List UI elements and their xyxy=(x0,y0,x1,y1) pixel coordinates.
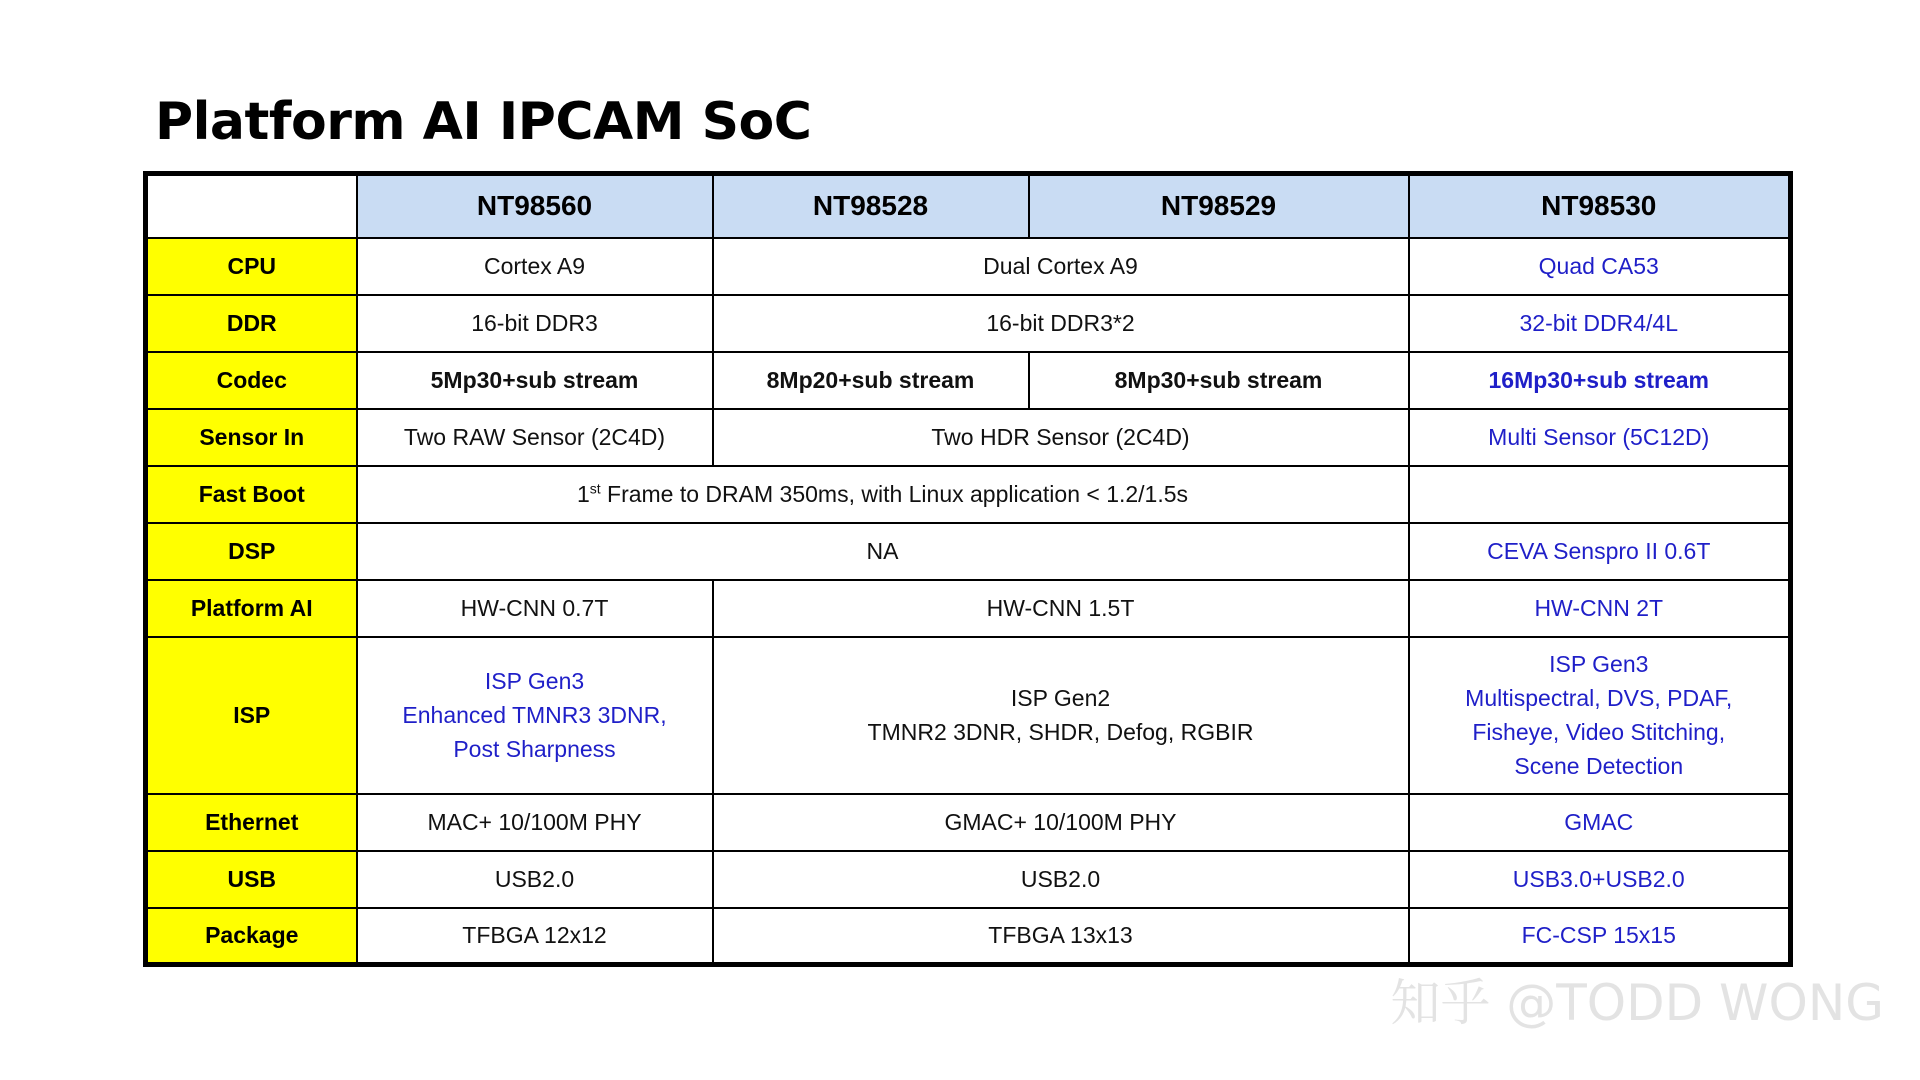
row-label-ddr: DDR xyxy=(146,295,357,352)
row-label-ethernet: Ethernet xyxy=(146,794,357,851)
isp-nt98560-line: Post Sharpness xyxy=(453,736,616,762)
package-nt98530: FC-CSP 15x15 xyxy=(1409,908,1791,965)
cpu-nt98530: Quad CA53 xyxy=(1409,238,1791,295)
ethernet-nt98560: MAC+ 10/100M PHY xyxy=(357,794,713,851)
ethernet-nt98530: GMAC xyxy=(1409,794,1791,851)
usb-nt98560: USB2.0 xyxy=(357,851,713,908)
fast-boot-ordinal: 1 xyxy=(576,481,590,507)
ddr-nt98528-29: 16-bit DDR3*2 xyxy=(713,295,1409,352)
usb-nt98528-29: USB2.0 xyxy=(713,851,1409,908)
isp-nt98530-line: ISP Gen3 xyxy=(1549,651,1649,677)
sensor-in-nt98560: Two RAW Sensor (2C4D) xyxy=(357,409,713,466)
isp-nt98528-29 xyxy=(713,637,1409,794)
isp-nt98528-29-line: ISP Gen2 xyxy=(1010,685,1111,711)
watermark: 知乎 @TODD WONG xyxy=(1390,974,1884,1032)
ddr-nt98560: 16-bit DDR3 xyxy=(357,295,713,352)
ethernet-nt98528-29: GMAC+ 10/100M PHY xyxy=(713,794,1409,851)
row-label-fast-boot: Fast Boot xyxy=(146,466,357,523)
table-row-ethernet xyxy=(146,794,1791,851)
fast-boot-nt98560-29 xyxy=(357,466,1409,523)
platform-ai-nt98560: HW-CNN 0.7T xyxy=(357,580,713,637)
table-header-row xyxy=(146,174,1791,238)
table-row-isp xyxy=(146,637,1791,794)
table-row-codec xyxy=(146,352,1791,409)
row-label-sensor-in: Sensor In xyxy=(146,409,357,466)
codec-nt98529: 8Mp30+sub stream xyxy=(1029,352,1409,409)
fast-boot-text: Frame to DRAM 350ms, with Linux application < 1.2/1.5s xyxy=(600,481,1189,507)
row-label-platform-ai: Platform AI xyxy=(146,580,357,637)
package-nt98528-29: TFBGA 13x13 xyxy=(713,908,1409,965)
header-nt98529: NT98529 xyxy=(1029,174,1409,238)
codec-nt98560: 5Mp30+sub stream xyxy=(357,352,713,409)
sensor-in-nt98528-29: Two HDR Sensor (2C4D) xyxy=(713,409,1409,466)
table-row-usb xyxy=(146,851,1791,908)
cpu-nt98560: Cortex A9 xyxy=(357,238,713,295)
codec-nt98530: 16Mp30+sub stream xyxy=(1409,352,1791,409)
isp-nt98560 xyxy=(357,637,713,794)
table-row-package xyxy=(146,908,1791,965)
row-label-dsp: DSP xyxy=(146,523,357,580)
platform-ai-nt98530: HW-CNN 2T xyxy=(1409,580,1791,637)
header-nt98560: NT98560 xyxy=(357,174,713,238)
codec-nt98528: 8Mp20+sub stream xyxy=(713,352,1029,409)
usb-nt98530: USB3.0+USB2.0 xyxy=(1409,851,1791,908)
page-title: Platform AI IPCAM SoC xyxy=(155,92,812,152)
platform-ai-nt98528-29: HW-CNN 1.5T xyxy=(713,580,1409,637)
fast-boot-ordinal-suffix: st xyxy=(589,480,601,497)
row-label-codec: Codec xyxy=(146,352,357,409)
ddr-nt98530: 32-bit DDR4/4L xyxy=(1409,295,1791,352)
isp-nt98560-line: Enhanced TMNR3 3DNR, xyxy=(402,702,667,728)
isp-nt98530-line: Scene Detection xyxy=(1514,753,1684,779)
row-label-usb: USB xyxy=(146,851,357,908)
fast-boot-nt98530 xyxy=(1409,466,1791,523)
table-row-dsp xyxy=(146,523,1791,580)
isp-nt98560-line: ISP Gen3 xyxy=(484,668,585,694)
table-row-platform-ai xyxy=(146,580,1791,637)
header-corner-cell xyxy=(146,174,357,238)
table-row-cpu xyxy=(146,238,1791,295)
row-label-cpu: CPU xyxy=(146,238,357,295)
isp-nt98530-line: Multispectral, DVS, PDAF, xyxy=(1465,685,1733,711)
cpu-nt98528-29: Dual Cortex A9 xyxy=(713,238,1409,295)
table-row-fast-boot xyxy=(146,466,1791,523)
isp-nt98528-29-line: TMNR2 3DNR, SHDR, Defog, RGBIR xyxy=(867,719,1254,745)
isp-nt98530 xyxy=(1409,637,1791,794)
soc-comparison-table xyxy=(143,171,1793,967)
header-nt98528: NT98528 xyxy=(713,174,1029,238)
row-label-isp: ISP xyxy=(146,637,357,794)
isp-nt98530-line: Fisheye, Video Stitching, xyxy=(1472,719,1726,745)
dsp-nt98560-29: NA xyxy=(357,523,1409,580)
table-row-sensor-in xyxy=(146,409,1791,466)
header-nt98530: NT98530 xyxy=(1409,174,1791,238)
table-row-ddr xyxy=(146,295,1791,352)
dsp-nt98530: CEVA Senspro II 0.6T xyxy=(1409,523,1791,580)
row-label-package: Package xyxy=(146,908,357,965)
sensor-in-nt98530: Multi Sensor (5C12D) xyxy=(1409,409,1791,466)
package-nt98560: TFBGA 12x12 xyxy=(357,908,713,965)
